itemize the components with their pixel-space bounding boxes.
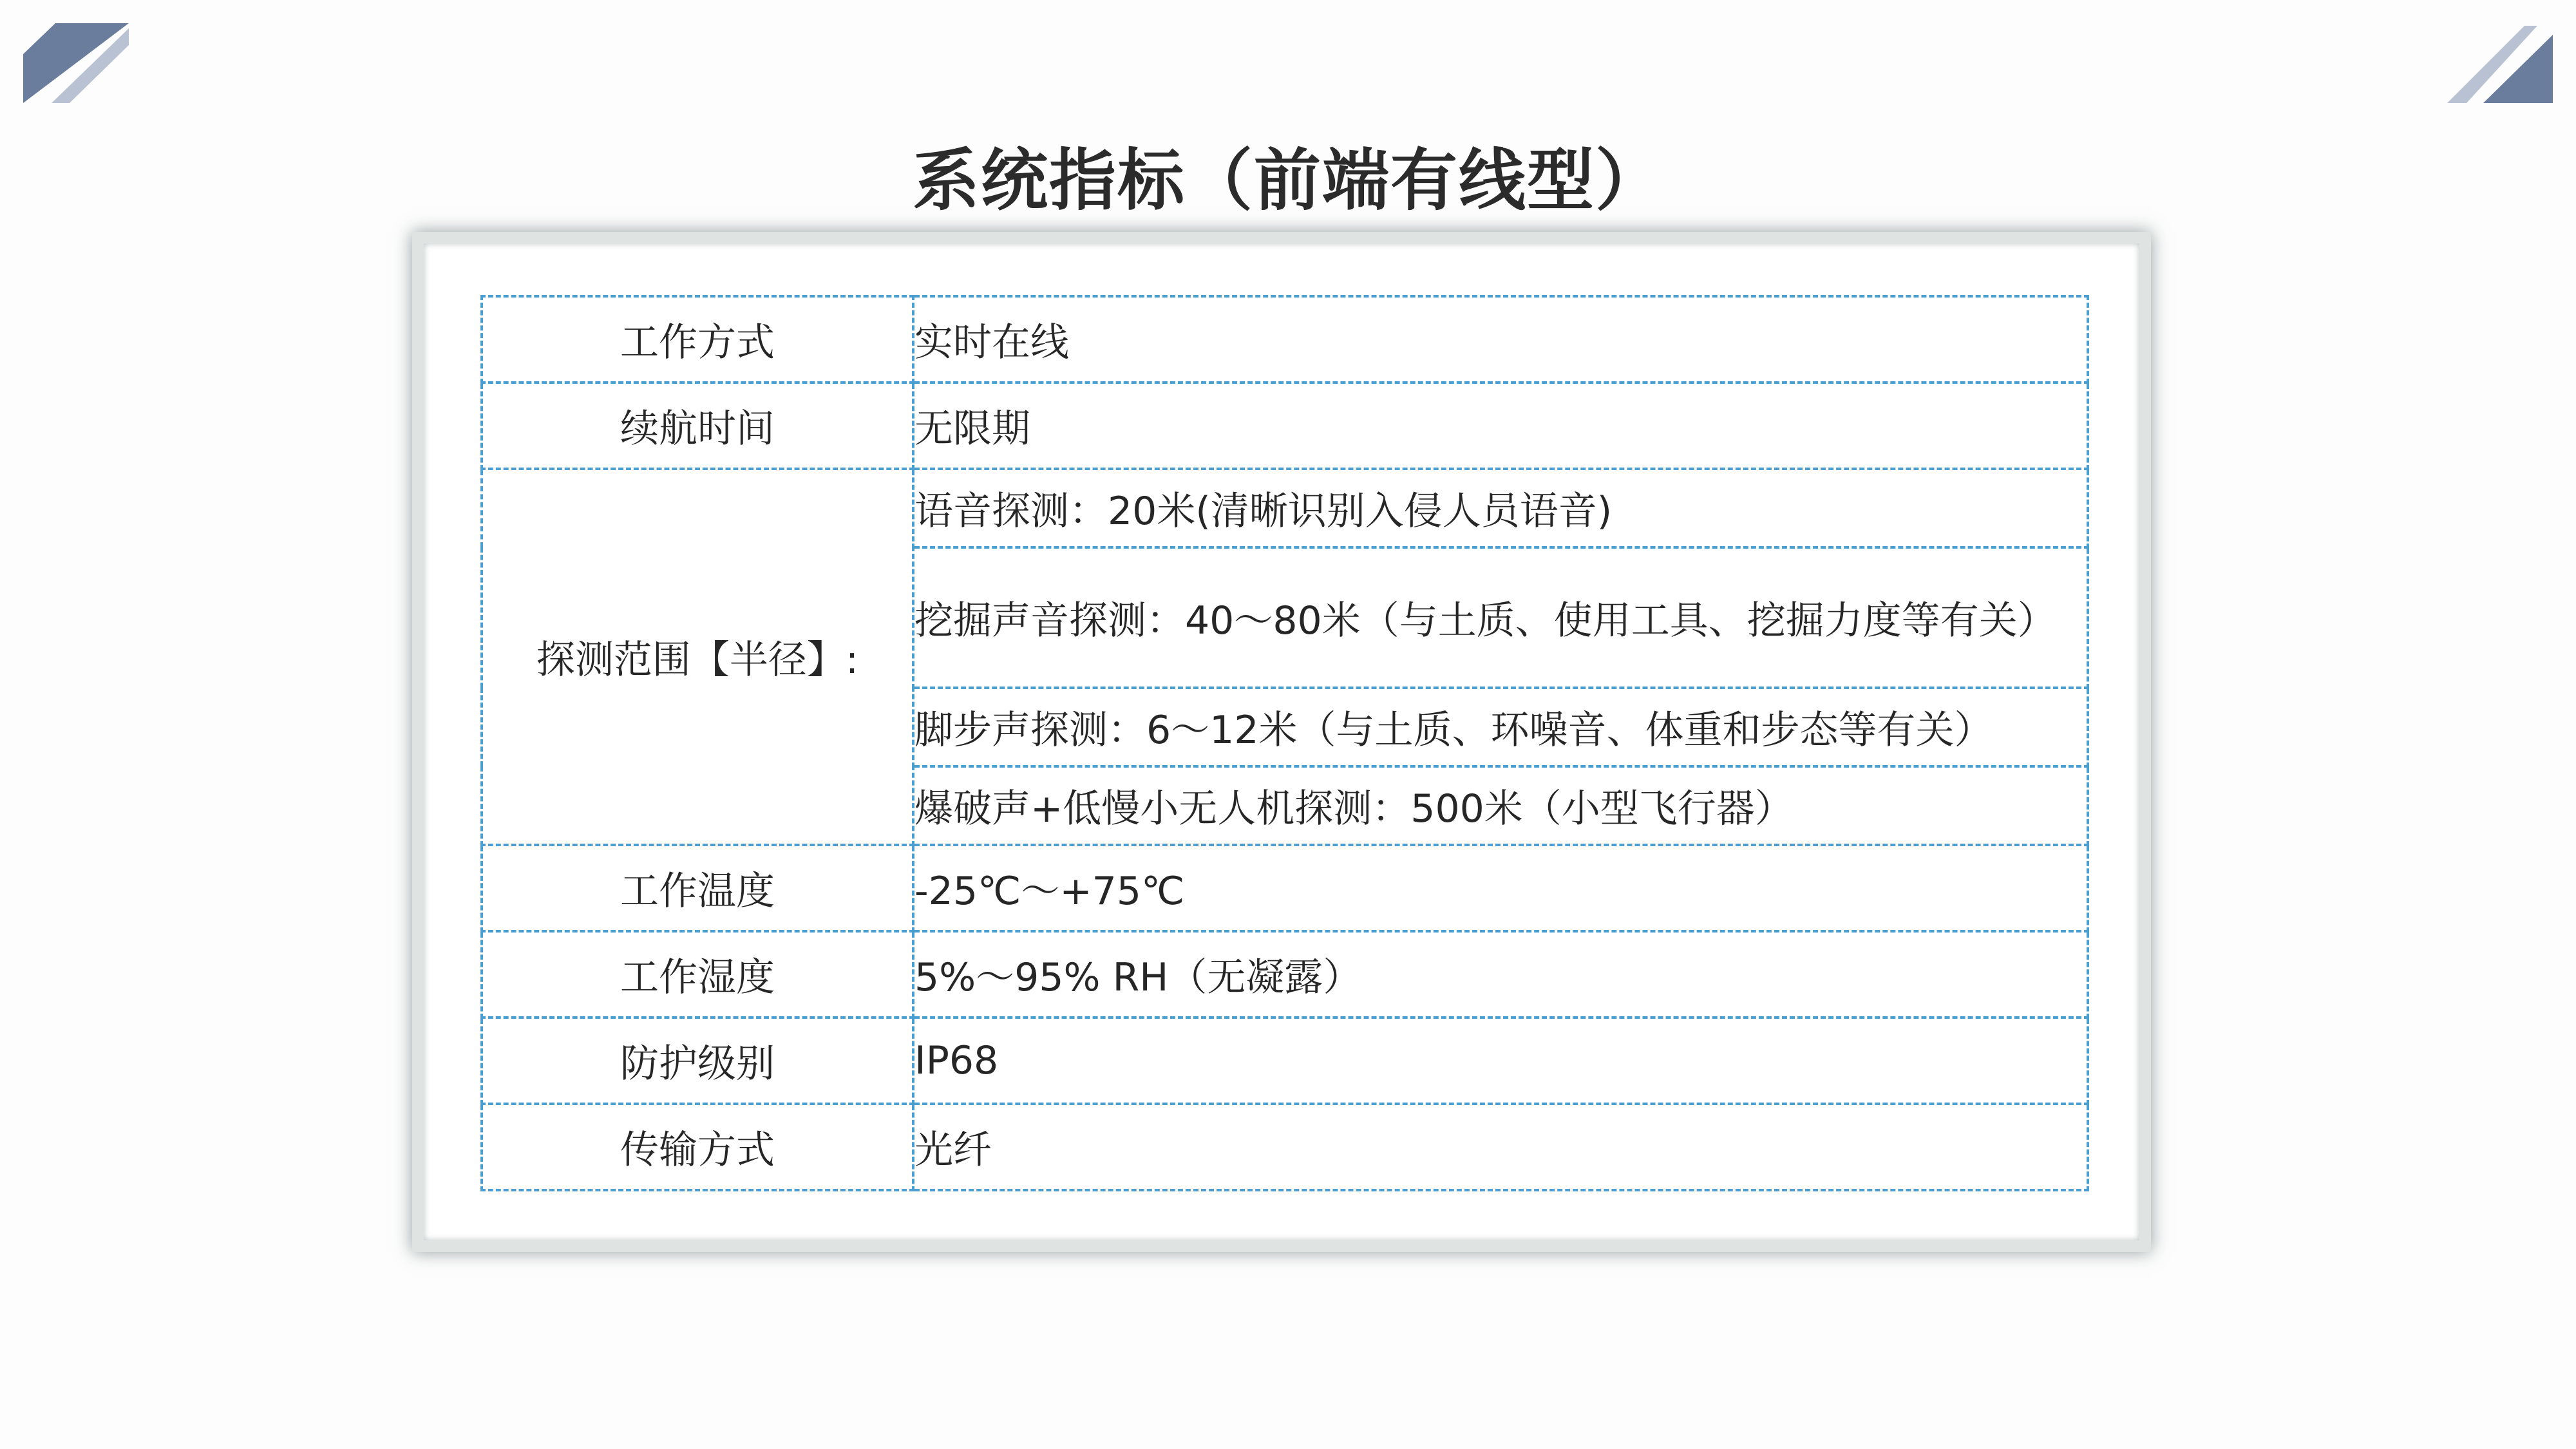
spec-label-transmission: 传输方式	[482, 1104, 913, 1190]
spec-label-temperature: 工作温度	[482, 845, 913, 931]
spec-value-endurance: 无限期	[913, 383, 2088, 469]
spec-label-work-mode: 工作方式	[482, 296, 913, 383]
table-row	[482, 931, 2088, 1018]
corner-decoration-top-left-icon	[23, 23, 129, 103]
spec-value-humidity: 5%～95% RH（无凝露）	[913, 931, 2088, 1018]
spec-value-transmission: 光纤	[913, 1104, 2088, 1190]
spec-value-protection-level: IP68	[913, 1018, 2088, 1104]
corner-decoration-top-right-icon	[2447, 26, 2553, 103]
table-row	[482, 383, 2088, 469]
spec-value-voice-detection: 语音探测：20米(清晰识别入侵人员语音)	[913, 469, 2088, 547]
table-row	[482, 1104, 2088, 1190]
spec-label-endurance: 续航时间	[482, 383, 913, 469]
spec-table	[480, 295, 2089, 1191]
spec-value-footstep-detection: 脚步声探测：6～12米（与土质、环噪音、体重和步态等有关）	[913, 688, 2088, 766]
spec-label-detection-range: 探测范围【半径】:	[482, 469, 913, 845]
spec-value-temperature: -25℃～+75℃	[913, 845, 2088, 931]
spec-label-humidity: 工作湿度	[482, 931, 913, 1018]
spec-label-protection-level: 防护级别	[482, 1018, 913, 1104]
table-row	[482, 296, 2088, 383]
spec-value-work-mode: 实时在线	[913, 296, 2088, 383]
spec-value-digging-detection: 挖掘声音探测：40～80米（与土质、使用工具、挖掘力度等有关）	[913, 547, 2088, 688]
table-row	[482, 1018, 2088, 1104]
page-title: 系统指标（前端有线型）	[912, 141, 1663, 220]
spec-value-blast-drone-detection: 爆破声+低慢小无人机探测：500米（小型飞行器）	[913, 766, 2088, 845]
table-row	[482, 845, 2088, 931]
table-row	[482, 469, 2088, 547]
